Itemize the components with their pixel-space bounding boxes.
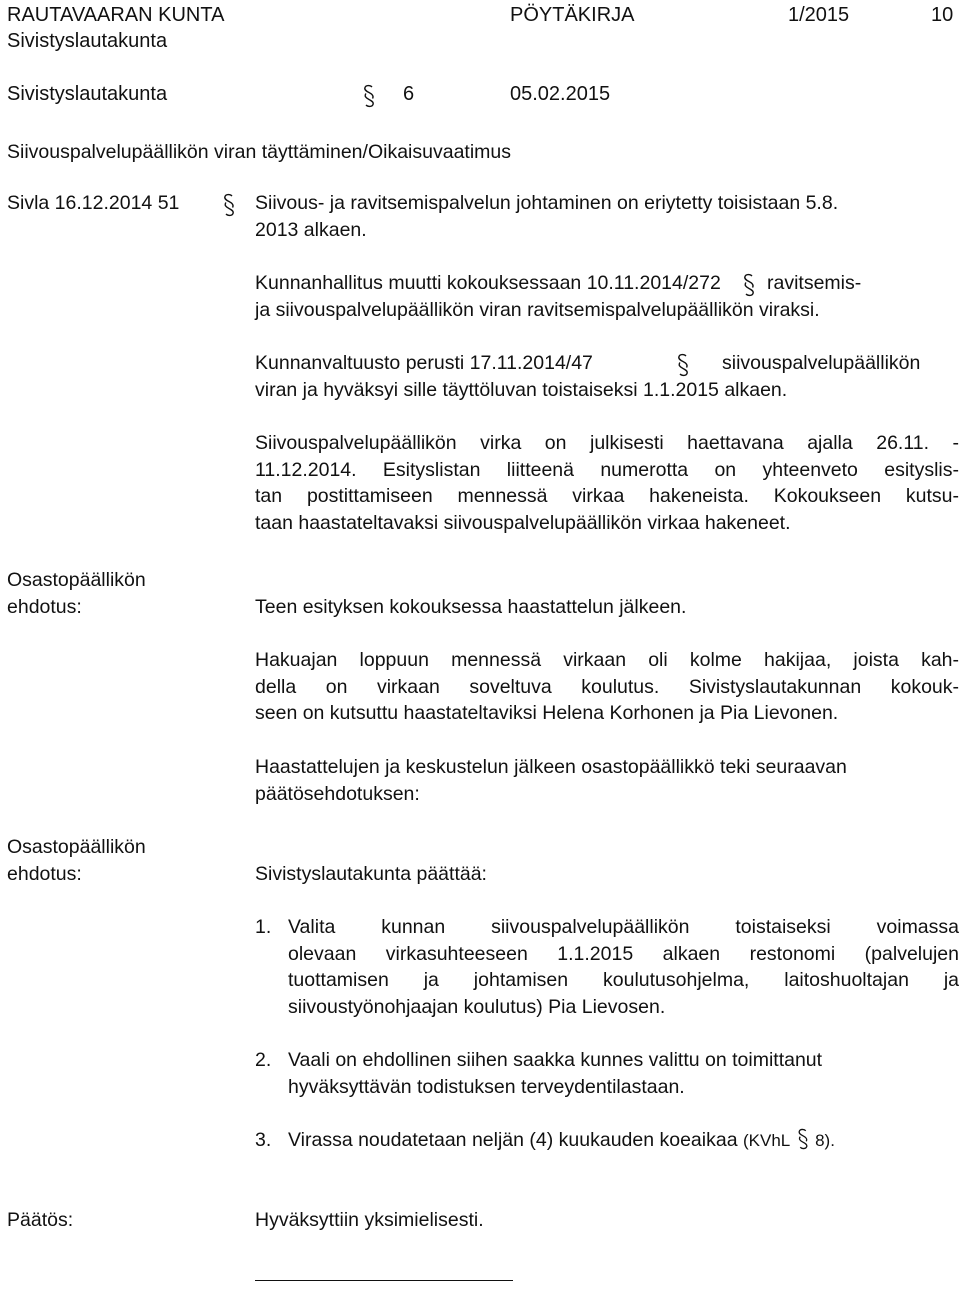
side-label-proposal: Osastopäällikön	[7, 836, 146, 858]
text-line: Sivistyslautakunta päättää:	[255, 863, 487, 885]
text-line: hyväksyttävän todistuksen terveydentilastaan.	[288, 1075, 685, 1098]
header-page-number: 10	[931, 4, 954, 26]
section-symbol-icon	[222, 193, 236, 225]
section-symbol-icon	[796, 1128, 810, 1150]
text-line: Siivous- ja ravitsemispalvelun johtaminen on eriytetty toisistaan 5.8.	[255, 192, 839, 214]
text-line: 11.12.2014. Esityslistan liitteenä numerotta on yhteenveto esityslis-	[255, 458, 959, 481]
text-line: viran ja hyväksyi sille täyttöluvan toistaiseksi 1.1.2015 alkaen.	[255, 379, 788, 401]
side-label-proposal: Osastopäällikön	[7, 569, 146, 591]
item-title: Siivouspalvelupäällikön viran täyttäminen/Oikaisuvaatimus	[7, 141, 512, 163]
decision-text: Hyväksyttiin yksimielisesti.	[255, 1209, 484, 1231]
text-line: Teen esityksen kokouksessa haastattelun jälkeen.	[255, 596, 687, 618]
text-line: Hakuajan loppuun mennessä virkaan oli kolme hakijaa, joista kah-	[255, 649, 959, 671]
text-line: 2013 alkaen.	[255, 218, 367, 241]
side-label-decision: Päätös:	[7, 1209, 74, 1231]
signature-line	[255, 1280, 513, 1281]
text-line: ravitsemis-	[767, 272, 862, 294]
section-symbol-icon	[362, 84, 376, 116]
text-line: Haastattelujen ja keskustelun jälkeen osastopäällikkö teki seuraavan	[255, 756, 847, 778]
reference: Sivla 16.12.2014 51	[7, 192, 180, 214]
text-line: ja siivouspalvelupäällikön viran ravitsemispalvelupäällikön viraksi.	[255, 299, 820, 321]
side-label-proposal: ehdotus:	[7, 863, 82, 885]
header-municipality: RAUTAVAARAN KUNTA	[7, 4, 225, 26]
paragraph-application	[255, 430, 959, 536]
text-line: seen on kutsuttu haastateltaviksi Helena Korhonen ja Pia Lievonen.	[255, 702, 839, 724]
text-line: Vaali on ehdollinen siihen saakka kunnes valittu on toimittanut	[288, 1049, 823, 1071]
header-issue: 1/2015	[788, 4, 850, 26]
text-line: päätösehdotuksen:	[255, 782, 420, 805]
meeting-section-number: 6	[403, 83, 415, 105]
header-board: Sivistyslautakunta	[7, 30, 168, 52]
list-item-number: 1.	[255, 916, 272, 938]
text-line: Siivouspalvelupäällikön virka on julkisesti haettavana ajalla 26.11. -	[255, 432, 959, 454]
header-doc-type: PÖYTÄKIRJA	[510, 4, 635, 26]
text-line: siivoustyönohjaajan koulutus) Pia Lievosen.	[288, 995, 666, 1018]
text-line: tuottamisen ja johtamisen koulutusohjelma, laitoshuoltajan ja	[288, 969, 959, 991]
law-reference: (KVhL	[742, 1131, 791, 1150]
text-line: tan postittamiseen mennessä virkaa hakeneista. Kokoukseen kutsu-	[255, 485, 959, 507]
text-line: Virassa noudatetaan neljän (4) kuukauden koeaikaa	[288, 1129, 738, 1151]
text-line: olevaan virkasuhteeseen 1.1.2015 alkaen restonomi (palvelujen	[288, 942, 959, 965]
law-reference-end: 8).	[815, 1131, 835, 1150]
list-item-number: 3.	[255, 1129, 272, 1151]
meeting-board: Sivistyslautakunta	[7, 83, 168, 105]
paragraph-interviews	[255, 754, 959, 807]
list-item-number: 2.	[255, 1049, 272, 1071]
text-line: Valita kunnan siivouspalvelupäällikön toistaiseksi voimassa	[288, 916, 959, 938]
text-line: della on virkaan soveltuva koulutus. Sivistyslautakunnan kokouk-	[255, 675, 959, 698]
side-label-proposal: ehdotus:	[7, 596, 82, 618]
paragraph-background	[255, 190, 959, 243]
paragraph-applicants	[255, 647, 959, 727]
text-line: Kunnanvaltuusto perusti 17.11.2014/47	[255, 352, 593, 374]
text-line: siivouspalvelupäällikön	[722, 352, 921, 374]
meeting-date: 05.02.2015	[510, 83, 611, 105]
text-line: taan haastateltavaksi siivouspalvelupäällikön virkaa hakeneet.	[255, 511, 791, 534]
text-line: Kunnanhallitus muutti kokouksessaan 10.11.2014/272	[255, 272, 721, 294]
